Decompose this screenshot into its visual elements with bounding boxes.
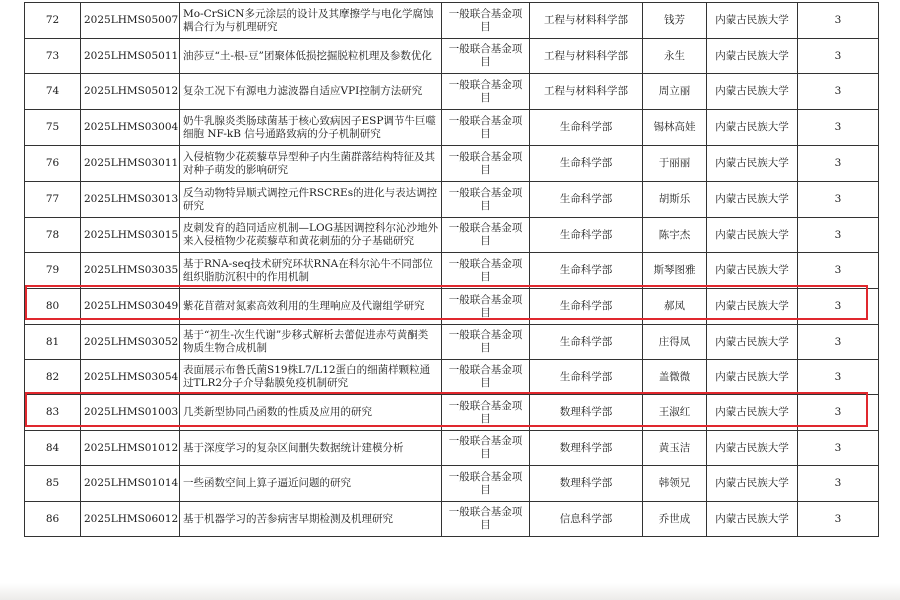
table-row <box>25 74 879 110</box>
cell-index: 74 <box>25 74 81 110</box>
cell-project-type: 一般联合基金项目 <box>442 110 530 146</box>
cell-duration-years: 3 <box>798 395 879 431</box>
cell-project-type: 一般联合基金项目 <box>442 395 530 431</box>
cell-department: 生命科学部 <box>530 146 643 182</box>
cell-institution: 内蒙古民族大学 <box>707 253 798 289</box>
cell-duration-years: 3 <box>798 3 879 39</box>
cell-index: 84 <box>25 431 81 466</box>
cell-institution: 内蒙古民族大学 <box>707 466 798 502</box>
table-row <box>25 182 879 218</box>
cell-principal-investigator: 黄玉洁 <box>643 431 707 466</box>
table-row <box>25 395 879 431</box>
cell-index: 83 <box>25 395 81 431</box>
cell-principal-investigator: 郝凤 <box>643 289 707 325</box>
cell-department: 生命科学部 <box>530 325 643 360</box>
cell-institution: 内蒙古民族大学 <box>707 431 798 466</box>
table-row <box>25 431 879 466</box>
cell-project-code: 2025LHMS05012 <box>81 74 180 110</box>
cell-department: 工程与材料科学部 <box>530 3 643 39</box>
cell-principal-investigator: 陈宇杰 <box>643 218 707 253</box>
cell-project-title: 表面展示布鲁氏菌S19株L7/L12蛋白的细菌样颗粒通过TLR2分子介导黏膜免疫机制研究 <box>180 360 442 395</box>
cell-project-code: 2025LHMS01003 <box>81 395 180 431</box>
table-row <box>25 110 879 146</box>
cell-principal-investigator: 永生 <box>643 39 707 74</box>
cell-principal-investigator: 庄得凤 <box>643 325 707 360</box>
cell-project-code: 2025LHMS03015 <box>81 218 180 253</box>
cell-duration-years: 3 <box>798 502 879 537</box>
cell-principal-investigator: 韩领兄 <box>643 466 707 502</box>
cell-institution: 内蒙古民族大学 <box>707 218 798 253</box>
cell-project-code: 2025LHMS03052 <box>81 325 180 360</box>
cell-duration-years: 3 <box>798 431 879 466</box>
cell-institution: 内蒙古民族大学 <box>707 74 798 110</box>
table-row <box>25 39 879 74</box>
cell-project-code: 2025LHMS05011 <box>81 39 180 74</box>
cell-institution: 内蒙古民族大学 <box>707 182 798 218</box>
cell-project-title: 反刍动物特异顺式调控元件RSCREs的进化与表达调控研究 <box>180 182 442 218</box>
cell-index: 73 <box>25 39 81 74</box>
cell-index: 82 <box>25 360 81 395</box>
cell-index: 81 <box>25 325 81 360</box>
cell-project-type: 一般联合基金项目 <box>442 325 530 360</box>
cell-department: 生命科学部 <box>530 110 643 146</box>
cell-department: 工程与材料科学部 <box>530 39 643 74</box>
cell-principal-investigator: 钱芳 <box>643 3 707 39</box>
cell-project-type: 一般联合基金项目 <box>442 289 530 325</box>
cell-index: 80 <box>25 289 81 325</box>
cell-department: 数理科学部 <box>530 395 643 431</box>
table-body <box>25 3 879 537</box>
table-row <box>25 325 879 360</box>
cell-project-type: 一般联合基金项目 <box>442 466 530 502</box>
cell-institution: 内蒙古民族大学 <box>707 3 798 39</box>
cell-index: 79 <box>25 253 81 289</box>
cell-department: 生命科学部 <box>530 182 643 218</box>
cell-project-code: 2025LHMS06012 <box>81 502 180 537</box>
cell-project-title: 基于RNA-seq技术研究环状RNA在科尔沁牛不同部位组织脂肪沉积中的作用机制 <box>180 253 442 289</box>
cell-institution: 内蒙古民族大学 <box>707 502 798 537</box>
cell-department: 数理科学部 <box>530 466 643 502</box>
cell-index: 76 <box>25 146 81 182</box>
cell-project-title: 紫花苜蓿对氮素高效利用的生理响应及代谢组学研究 <box>180 289 442 325</box>
cell-project-type: 一般联合基金项目 <box>442 502 530 537</box>
project-table <box>24 2 879 537</box>
cell-duration-years: 3 <box>798 360 879 395</box>
cell-project-type: 一般联合基金项目 <box>442 74 530 110</box>
cell-index: 85 <box>25 466 81 502</box>
cell-project-code: 2025LHMS05007 <box>81 3 180 39</box>
cell-index: 75 <box>25 110 81 146</box>
cell-project-type: 一般联合基金项目 <box>442 431 530 466</box>
table-row <box>25 466 879 502</box>
cell-duration-years: 3 <box>798 218 879 253</box>
cell-index: 78 <box>25 218 81 253</box>
cell-project-code: 2025LHMS03004 <box>81 110 180 146</box>
cell-department: 生命科学部 <box>530 253 643 289</box>
page-edge-shadow <box>0 583 900 600</box>
cell-department: 生命科学部 <box>530 289 643 325</box>
cell-project-type: 一般联合基金项目 <box>442 3 530 39</box>
cell-department: 生命科学部 <box>530 360 643 395</box>
cell-department: 数理科学部 <box>530 431 643 466</box>
cell-index: 72 <box>25 3 81 39</box>
cell-project-title: 基于机器学习的苦参病害早期检测及机理研究 <box>180 502 442 537</box>
cell-project-title: 皮刺发育的趋同适应机制—LOG基因调控科尔沁沙地外来入侵植物少花蒺藜草和黄花刺茄的分子基础研究 <box>180 218 442 253</box>
cell-project-type: 一般联合基金项目 <box>442 182 530 218</box>
cell-institution: 内蒙古民族大学 <box>707 360 798 395</box>
cell-principal-investigator: 盖微微 <box>643 360 707 395</box>
cell-department: 工程与材料科学部 <box>530 74 643 110</box>
cell-project-code: 2025LHMS03035 <box>81 253 180 289</box>
cell-index: 77 <box>25 182 81 218</box>
cell-duration-years: 3 <box>798 325 879 360</box>
table-row <box>25 502 879 537</box>
cell-principal-investigator: 周立丽 <box>643 74 707 110</box>
cell-project-type: 一般联合基金项目 <box>442 253 530 289</box>
table-row <box>25 253 879 289</box>
cell-duration-years: 3 <box>798 146 879 182</box>
cell-project-code: 2025LHMS03013 <box>81 182 180 218</box>
cell-project-type: 一般联合基金项目 <box>442 146 530 182</box>
cell-duration-years: 3 <box>798 253 879 289</box>
cell-institution: 内蒙古民族大学 <box>707 146 798 182</box>
cell-project-title: 复杂工况下有源电力滤波器自适应VPI控制方法研究 <box>180 74 442 110</box>
cell-project-code: 2025LHMS03049 <box>81 289 180 325</box>
cell-institution: 内蒙古民族大学 <box>707 325 798 360</box>
table-row <box>25 218 879 253</box>
table-row <box>25 146 879 182</box>
cell-project-code: 2025LHMS01012 <box>81 431 180 466</box>
cell-project-title: 基于“初生-次生代谢”步移式解析去蕾促进赤芍黄酮类物质生物合成机制 <box>180 325 442 360</box>
cell-department: 信息科学部 <box>530 502 643 537</box>
cell-project-title: 油莎豆“土-根-豆”团聚体低损挖掘脱粒机理及参数优化 <box>180 39 442 74</box>
cell-duration-years: 3 <box>798 74 879 110</box>
cell-project-type: 一般联合基金项目 <box>442 39 530 74</box>
cell-duration-years: 3 <box>798 466 879 502</box>
cell-principal-investigator: 锡林高娃 <box>643 110 707 146</box>
cell-project-type: 一般联合基金项目 <box>442 218 530 253</box>
table-row <box>25 3 879 39</box>
cell-project-code: 2025LHMS01014 <box>81 466 180 502</box>
cell-project-title: 一些函数空间上算子逼近问题的研究 <box>180 466 442 502</box>
table-row <box>25 289 879 325</box>
cell-duration-years: 3 <box>798 182 879 218</box>
cell-project-title: 几类新型协同凸函数的性质及应用的研究 <box>180 395 442 431</box>
cell-principal-investigator: 于丽丽 <box>643 146 707 182</box>
cell-institution: 内蒙古民族大学 <box>707 395 798 431</box>
cell-institution: 内蒙古民族大学 <box>707 289 798 325</box>
cell-principal-investigator: 王淑红 <box>643 395 707 431</box>
cell-principal-investigator: 胡斯乐 <box>643 182 707 218</box>
cell-institution: 内蒙古民族大学 <box>707 39 798 74</box>
cell-duration-years: 3 <box>798 39 879 74</box>
cell-project-type: 一般联合基金项目 <box>442 360 530 395</box>
cell-index: 86 <box>25 502 81 537</box>
cell-principal-investigator: 斯琴图雅 <box>643 253 707 289</box>
cell-department: 生命科学部 <box>530 218 643 253</box>
cell-institution: 内蒙古民族大学 <box>707 110 798 146</box>
cell-duration-years: 3 <box>798 289 879 325</box>
cell-project-code: 2025LHMS03054 <box>81 360 180 395</box>
cell-project-title: 奶牛乳腺炎类肠球菌基于核心致病因子ESP调节牛巨噬细胞 NF-kB 信号通路致病的分子机制研究 <box>180 110 442 146</box>
cell-project-title: 基于深度学习的复杂区间删失数据统计建模分析 <box>180 431 442 466</box>
cell-principal-investigator: 乔世成 <box>643 502 707 537</box>
cell-project-title: 入侵植物少花蒺藜草异型种子内生菌群落结构特征及其对种子萌发的影响研究 <box>180 146 442 182</box>
cell-project-code: 2025LHMS03011 <box>81 146 180 182</box>
cell-duration-years: 3 <box>798 110 879 146</box>
cell-project-title: Mo-CrSiCN多元涂层的设计及其摩擦学与电化学腐蚀耦合行为与机理研究 <box>180 3 442 39</box>
table-row <box>25 360 879 395</box>
